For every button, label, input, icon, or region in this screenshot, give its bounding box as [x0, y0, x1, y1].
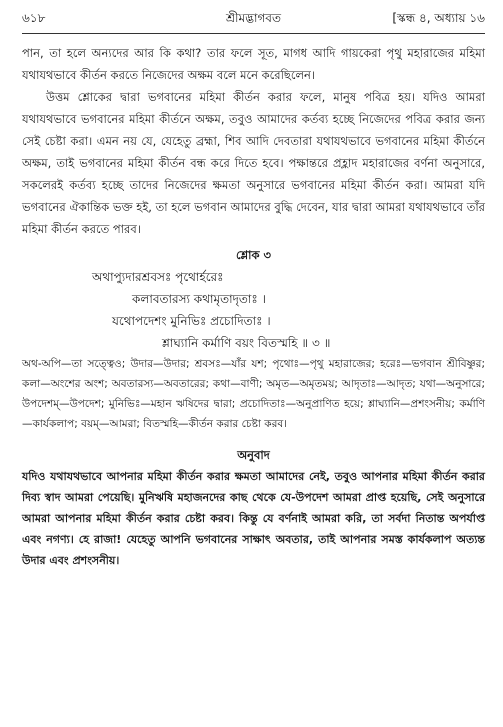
verse-block	[22, 266, 485, 354]
verse-line-2: কলাবতারস্য কথামৃতাদৃতাঃ ।	[132, 292, 266, 306]
synonyms: অথ-অপি—তা সত্ত্বেও; উদার—উদার; শ্রবসঃ—যাঁর যশ; পৃথোঃ—পৃথু মহারাজের; হরেঃ—ভগবান শ্রীবিষ্ণুর; কলা—অংশের অংশ; অবতারস্য—অবতারের; কথা—বাণী; অমৃত—অমৃতময়; আদৃতাঃ—আদৃত; যথা—অনুসারে; উপদেশম্—উপদেশ; মুনিভিঃ—মহান ঋষিদের দ্বারা; প্রচোদিতাঃ—অনুপ্রাণিত হয়ে; শ্লাঘ্যানি—প্রশংসনীয়; কর্মাণি—কার্যকলাপ; বয়ম্—আমরা; বিতস্মহি—কীর্তন করার চেষ্টা করব।	[22, 358, 485, 430]
purport-paragraph-1: পান, তা হলে অন্যদের আর কি কথা? তার ফলে সূত, মাগধ আদি গায়কেরা পৃথু মহারাজের মহিমা যথাযথভাবে কীর্তন করতে নিজেদের অক্ষম বলে মনে করেছিলেন।	[22, 46, 485, 82]
chapter-reference: [স্কন্ধ ৪, অধ্যায় ১৬	[392, 11, 485, 25]
header-rule	[22, 33, 485, 34]
translation-heading: অনুবাদ	[237, 448, 270, 462]
page-number: ৬১৮	[22, 11, 46, 25]
page-header	[22, 10, 485, 30]
verse-heading: শ্লোক ৩	[235, 248, 272, 262]
translation-text: যদিও যথাযথভাবে আপনার মহিমা কীর্তন করার ক্ষমতা আমাদের নেই, তবুও আপনার মহিমা কীর্তন করার দিব্য স্বাদ আমরা পেয়েছি। মুনিঋষি মহাজনদের কাছ থেকে যে-উপদেশ আমরা প্রাপ্ত হয়েছি, সেই অনুসারে আমরা আপনার মহিমা কীর্তন করার চেষ্টা করব। কিন্তু যে বর্ণনাই আমরা করি, তা সর্বদা নিতান্ত অপর্যাপ্ত এবং নগণ্য। হে রাজা! যেহেতু আপনি ভগবানের সাক্ষাৎ অবতার, তাই আপনার সমস্ত কার্যকলাপ অত্যন্ত উদার এবং প্রশংসনীয়।	[22, 470, 485, 567]
verse-line-3: যথোপদেশং মুনিভিঃ প্রচোদিতাঃ ।	[112, 314, 271, 328]
purport-paragraph-2: উত্তম শ্লোকের দ্বারা ভগবানের মহিমা কীর্তন করার ফলে, মানুষ পবিত্র হয়। যদিও আমরা যথাযথভাবে ভগবানের মহিমা কীর্তনে অক্ষম, তবুও আমাদের কর্তব্য হচ্ছে নিজেদের পবিত্র করার জন্য সেই চেষ্টা করা। এমন নয় যে, যেহেতু ব্রহ্মা, শিব আদি দেবতারা যথাযথভাবে ভগবানের মহিমা কীর্তনে অক্ষম, তাই ভগবানের মহিমা কীর্তন বন্ধ করে দিতে হবে। পক্ষান্তরে প্রহ্লাদ মহারাজের বর্ণনা অনুসারে, সকলেরই কর্তব্য হচ্ছে তাদের নিজেদের ক্ষমতা অনুসারে ভগবানের মহিমা কীর্তন করা। আমরা যদি ভগবানের ঐকান্তিক ভক্ত হই, তা হলে ভগবান আমাদের বুদ্ধি দেবেন, যার দ্বারা আমরা যথাযথভাবে তাঁর মহিমা কীর্তন করতে পারব।	[22, 90, 485, 236]
page-body	[22, 42, 485, 571]
verse-line-1: অথাপ্যুদারশ্রবসঃ পৃথোর্হরেঃ	[92, 270, 224, 284]
verse-line-4: শ্লাঘ্যানি কর্মাণি বয়ং বিতস্মহি ॥ ৩ ॥	[162, 336, 331, 350]
running-title: শ্রীমদ্ভাগবত	[225, 11, 281, 25]
